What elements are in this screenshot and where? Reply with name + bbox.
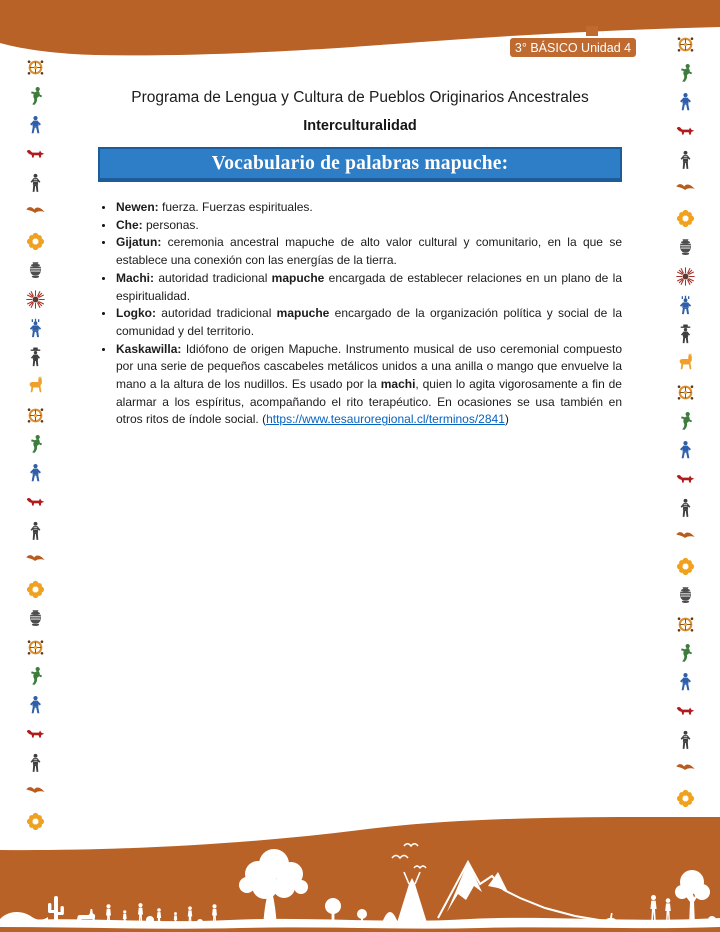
vocab-text: fuerza. Fuerzas espirituales.: [158, 200, 313, 214]
person-icon: [25, 521, 46, 542]
kultrun-icon: [25, 405, 46, 426]
person-icon: [675, 498, 696, 519]
vocab-term: Gijatun:: [116, 235, 162, 250]
blue-figure-icon: [25, 695, 46, 716]
flower-icon: [675, 208, 696, 229]
vocab-term: Kaskawilla:: [116, 341, 182, 356]
person-icon: [25, 173, 46, 194]
right-margin-icons: [675, 34, 696, 809]
fox-icon: [675, 121, 696, 142]
vocab-item: [115, 270, 622, 305]
vocab-term: Newen:: [116, 200, 159, 214]
vocab-term: mapuche: [271, 270, 325, 285]
flower-icon: [25, 579, 46, 600]
pot-icon: [675, 237, 696, 258]
person-hat-icon: [675, 324, 696, 345]
kultrun-icon: [675, 34, 696, 55]
fox-icon: [25, 492, 46, 513]
person-icon: [25, 753, 46, 774]
condor-icon: [675, 527, 696, 548]
llama-icon: [25, 376, 46, 397]
green-dancer-icon: [675, 63, 696, 84]
blue-figure-icon: [675, 672, 696, 693]
kultrun-icon: [25, 57, 46, 78]
vocab-item: [115, 217, 622, 235]
vocab-text: ceremonia ancestral mapuche de alto valor cultural y comunitario, en la que se establece una conexión con las energías de la tierra.: [116, 235, 622, 268]
unit-badge-label: 3° BÁSICO Unidad 4: [514, 40, 632, 55]
condor-icon: [25, 550, 46, 571]
green-dancer-icon: [675, 643, 696, 664]
vocab-item: [115, 199, 622, 217]
fox-icon: [675, 701, 696, 722]
sunburst-icon: [675, 266, 696, 287]
blue-figure-icon: [25, 115, 46, 136]
content: [98, 0, 622, 429]
blue-figure-icon: [675, 440, 696, 461]
vocab-term: machi: [380, 377, 416, 392]
fox-icon: [25, 144, 46, 165]
green-dancer-icon: [25, 434, 46, 455]
blue-figure-icon: [675, 92, 696, 113]
person-icon: [675, 730, 696, 751]
green-dancer-icon: [675, 411, 696, 432]
green-dancer-icon: [25, 666, 46, 687]
blue-chief-icon: [25, 318, 46, 339]
vocab-term: mapuche: [276, 306, 330, 321]
vocab-term: Che:: [116, 217, 143, 232]
fox-icon: [675, 469, 696, 490]
condor-icon: [675, 179, 696, 200]
vocab-text: autoridad tradicional: [154, 270, 272, 285]
vocab-term: Machi:: [116, 270, 155, 285]
condor-icon: [25, 202, 46, 223]
vocab-text: Idiófono de origen Mapuche. Instrumento musical de uso ceremonial compuesto por una serie de pequeños cascabeles metálicos unidos a una anilla o mango que envuelve la mano a la altura de los nudillos. Es usado por la: [116, 341, 622, 392]
vocab-text: ): [504, 412, 509, 427]
vocab-item: [115, 234, 622, 269]
person-icon: [675, 150, 696, 171]
condor-icon: [675, 759, 696, 780]
footer-landscape: [0, 800, 720, 932]
person-hat-icon: [25, 347, 46, 368]
vocab-text: personas.: [142, 217, 199, 232]
vocab-text: encargado de la organización política y social de la comunidad y del territorio.: [116, 306, 622, 338]
left-margin-icons: [25, 57, 46, 832]
fox-icon: [25, 724, 46, 745]
vocab-term: Logko:: [116, 306, 156, 321]
flower-icon: [675, 556, 696, 577]
kultrun-icon: [25, 637, 46, 658]
pot-icon: [25, 608, 46, 629]
sunburst-icon: [25, 289, 46, 310]
pot-icon: [25, 260, 46, 281]
section-banner: [98, 147, 622, 182]
llama-icon: [675, 353, 696, 374]
vocab-text: encargada de establecer relaciones en un plano de la espiritualidad.: [116, 270, 622, 303]
pot-icon: [675, 585, 696, 606]
flower-icon: [25, 231, 46, 252]
vocab-item: [115, 341, 622, 430]
kultrun-icon: [675, 382, 696, 403]
vocabulary-list: [98, 199, 622, 429]
green-dancer-icon: [25, 86, 46, 107]
blue-chief-icon: [675, 295, 696, 316]
blue-figure-icon: [25, 463, 46, 484]
vocab-item: [115, 305, 622, 340]
vocab-text: , quien lo agita vigorosamente a fin de alarmar a los espíritus, acompañando el rito terapéutico. En ocasiones se usa también en otros ritos de índole social. (: [116, 377, 622, 427]
section-banner-title: Vocabulario de palabras mapuche:: [211, 152, 509, 174]
vocab-source-link[interactable]: https://www.tesauroregional.cl/terminos/2841: [266, 412, 505, 427]
program-title: Programa de Lengua y Cultura de Pueblos Originarios Ancestrales: [131, 89, 589, 106]
vocab-text: autoridad tradicional: [156, 306, 277, 321]
kultrun-icon: [675, 614, 696, 635]
subtitle: Interculturalidad: [303, 118, 417, 134]
